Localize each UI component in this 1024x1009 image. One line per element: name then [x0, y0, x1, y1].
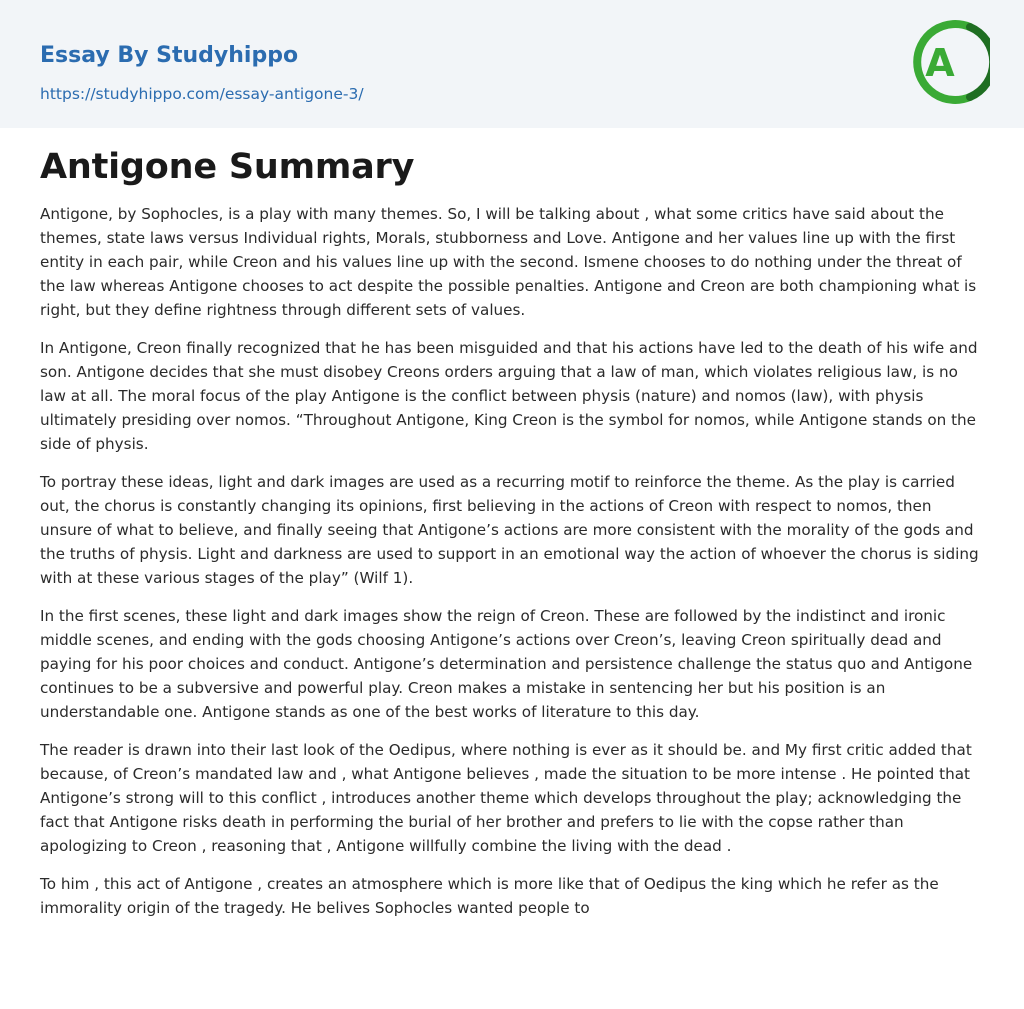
- page-title: Antigone Summary: [40, 147, 415, 187]
- article-content: [40, 140, 986, 920]
- site-title[interactable]: Essay By Studyhippo: [40, 43, 299, 68]
- paragraph-3: To portray these ideas, light and dark images are used as a recurring motif to reinforce the theme. As the play is carried out, the chorus is constantly changing its opinions, first believing in the actions of Creon with respect to nomos, then unsure of what to believe, and finally seeing that Antigone’s actions are more consistent with the morality of the gods and the truths of physis. Light and darkness are used to support in an emotional way the action of whoever the chorus is siding with at these various stages of the play” (Wilf 1).: [40, 473, 979, 587]
- paragraph-1: Antigone, by Sophocles, is a play with many themes. So, I will be talking about , what some critics have said about the themes, state laws versus Individual rights, Morals, stubborness and Love. Antigone and her values line up with the first entity in each pair, while Creon and his values line up with the second. Ismene chooses to do nothing under the threat of the law whereas Antigone chooses to act despite the possible penalties. Antigone and Creon are both championing what is right, but they define rightness through different sets of values.: [40, 205, 977, 319]
- essay-url-link[interactable]: https://studyhippo.com/essay-antigone-3/: [40, 85, 364, 103]
- paragraph-6: To him , this act of Antigone , creates an atmosphere which is more like that of Oedipus the king which he refer as the immorality origin of the tragedy. He belives Sophocles wanted people to: [40, 875, 939, 917]
- paragraph-2: In Antigone, Creon finally recognized that he has been misguided and that his actions have led to the death of his wife and son. Antigone decides that she must disobey Creons orders arguing that a law of man, which violates religious law, is no law at all. The moral focus of the play Antigone is the conflict between physis (nature) and nomos (law), with physis ultimately presiding over nomos. “Throughout Antigone, King Creon is the symbol for nomos, while Antigone stands on the side of physis.: [40, 339, 978, 453]
- logo-icon[interactable]: [910, 18, 990, 106]
- paragraph-4: In the first scenes, these light and dark images show the reign of Creon. These are followed by the indistinct and ironic middle scenes, and ending with the gods choosing Antigone’s actions over Creon’s, leaving Creon spiritually dead and paying for his poor choices and conduct. Antigone’s determination and persistence challenge the status quo and Antigone continues to be a subversive and powerful play. Creon makes a mistake in sentencing her but his position is an understandable one. Antigone stands as one of the best works of literature to this day.: [40, 607, 973, 721]
- logo-letter: A: [925, 41, 955, 85]
- site-header: [0, 0, 1024, 128]
- paragraph-5: The reader is drawn into their last look of the Oedipus, where nothing is ever as it should be. and My first critic added that because, of Creon’s mandated law and , what Antigone believes , made the situation to be more intense . He pointed that Antigone’s strong will to this conflict , introduces another theme which develops throughout the play; acknowledging the fact that Antigone risks death in performing the burial of her brother and prefers to lie with the copse rather than apologizing to Creon , reasoning that , Antigone willfully combine the living with the dead .: [40, 741, 972, 855]
